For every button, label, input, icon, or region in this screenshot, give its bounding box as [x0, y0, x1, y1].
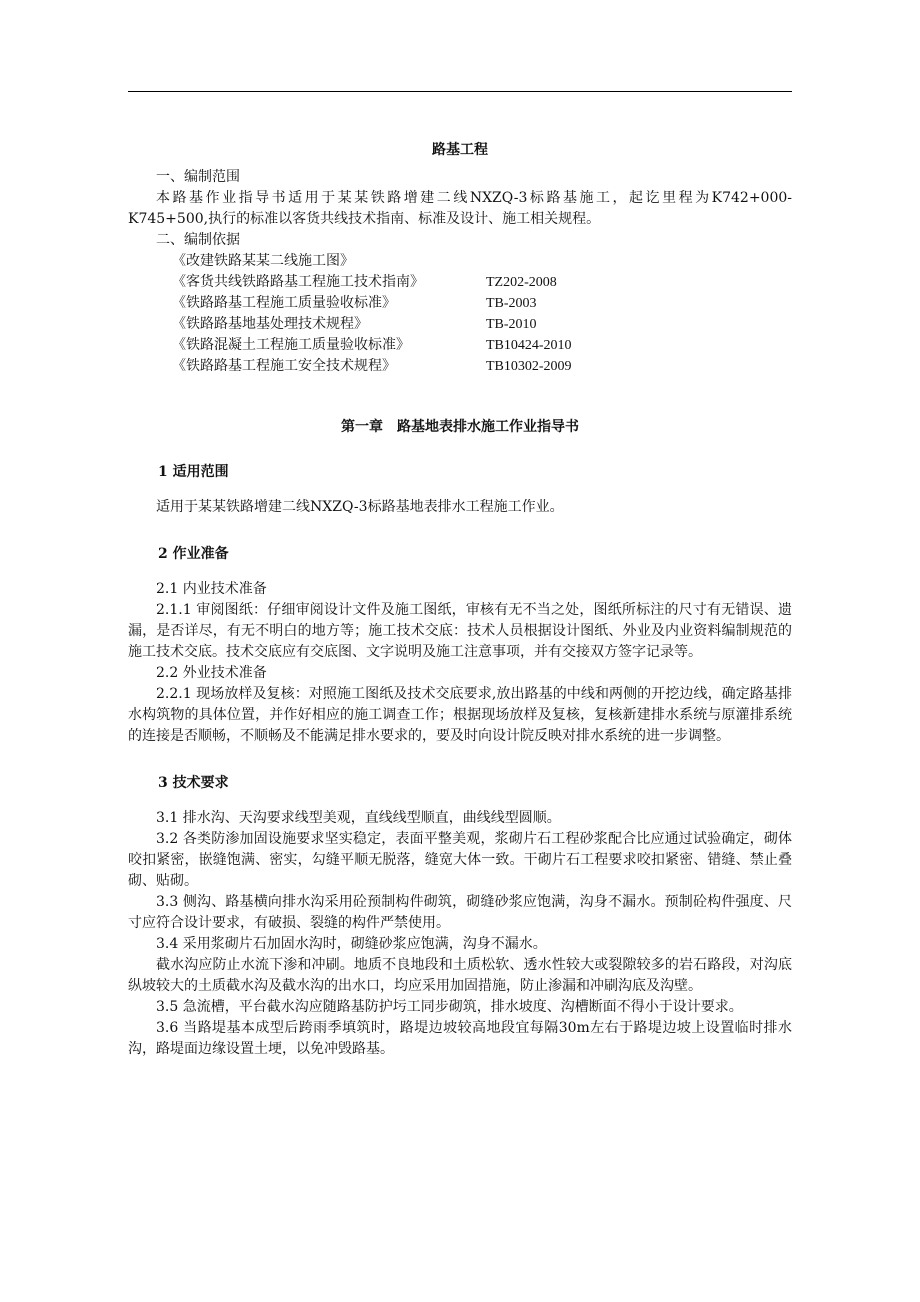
reference-code: TB10302-2009 — [486, 359, 572, 374]
section-paragraph: 2.1.1 审阅图纸：仔细审阅设计文件及施工图纸，审核有无不当之处，图纸所标注的尺寸有无错误、遗漏，是否详尽，有无不明白的地方等；施工技术交底：技术人员根据设计图纸、外业及内业资料编制规范的施工技术交底。技术交底应有交底图、文字说明及施工注意事项，并有交接双方签字记录等。 — [128, 602, 792, 660]
reference-item — [128, 314, 792, 335]
section-paragraph: 2.2.1 现场放样及复核：对照施工图纸及技术交底要求,放出路基的中线和两侧的开挖边线，确定路基排水构筑物的具体位置，并作好相应的施工调查工作；根据现场放样及复核，复核新建排水系统与原灌排系统的连接是否顺畅，不顺畅及不能满足排水要求的，要及时向设计院反映对排水系统的进一步调整。 — [128, 686, 792, 744]
reference-title: 《铁路混凝土工程施工质量验收标准》 — [172, 337, 410, 353]
reference-code: TB-2010 — [486, 317, 537, 332]
scope-heading: 一、编制范围 — [156, 169, 240, 185]
reference-title: 《客货共线铁路路基工程施工技术指南》 — [172, 274, 424, 290]
section-paragraph: 2.1 内业技术准备 — [156, 581, 267, 597]
section-heading-requirements: 3 技术要求 — [158, 775, 229, 791]
reference-title: 《改建铁路某某二线施工图》 — [172, 253, 354, 269]
basis-heading: 二、编制依据 — [156, 232, 240, 248]
reference-title: 《铁路路基工程施工质量验收标准》 — [172, 295, 396, 311]
section-paragraph: 3.2 各类防渗加固设施要求坚实稳定，表面平整美观，浆砌片石工程砂浆配合比应通过试验确定，砌体咬扣紧密，嵌缝饱满、密实，勾缝平顺无脱落，缝宽大体一致。干砌片石工程要求咬扣紧密、错缝、禁止叠砌、贴砌。 — [128, 831, 792, 889]
reference-item — [128, 335, 792, 356]
section-heading-scope: 1 适用范围 — [158, 464, 229, 480]
section-paragraph: 3.4 采用浆砌片石加固水沟时，砌缝砂浆应饱满，沟身不漏水。 — [156, 936, 547, 952]
reference-code: TB-2003 — [486, 296, 537, 311]
reference-item — [128, 293, 792, 314]
reference-list — [128, 251, 792, 377]
section-paragraph: 3.5 急流槽，平台截水沟应随路基防护圬工同步砌筑，排水坡度、沟槽断面不得小于设计要求。 — [156, 999, 743, 1015]
chapter-title: 第一章 路基地表排水施工作业指导书 — [341, 419, 579, 435]
reference-item — [128, 272, 792, 293]
reference-code: TZ202-2008 — [486, 275, 557, 290]
reference-title: 《铁路路基工程施工安全技术规程》 — [172, 358, 396, 374]
section-paragraph: 3.6 当路堤基本成型后跨雨季填筑时，路堤边坡较高地段宜每隔30m左右于路堤边坡上设置临时排水沟，路堤面边缘设置土埂，以免冲毁路基。 — [128, 1020, 792, 1057]
scope-paragraph: 本路基作业指导书适用于某某铁路增建二线NXZQ-3标路基施工，起讫里程为K742+000-K745+500,执行的标准以客货共线技术指南、标准及设计、施工相关规程。 — [128, 190, 792, 227]
reference-item — [128, 251, 792, 272]
document-body — [128, 140, 792, 1060]
section-paragraph: 2.2 外业技术准备 — [156, 665, 267, 681]
section-paragraph: 适用于某某铁路增建二线NXZQ-3标路基地表排水工程施工作业。 — [156, 499, 564, 515]
reference-item — [128, 356, 792, 377]
header-rule — [128, 91, 792, 92]
section-paragraph: 截水沟应防止水流下渗和冲刷。地质不良地段和土质松软、透水性较大或裂隙较多的岩石路段，对沟底纵坡较大的土质截水沟及截水沟的出水口，均应采用加固措施，防止渗漏和冲刷沟底及沟壁。 — [128, 957, 792, 994]
reference-title: 《铁路路基地基处理技术规程》 — [172, 316, 368, 332]
reference-code: TB10424-2010 — [486, 338, 572, 353]
document-title: 路基工程 — [432, 142, 488, 158]
section-paragraph: 3.1 排水沟、天沟要求线型美观，直线线型顺直，曲线线型圆顺。 — [156, 810, 561, 826]
section-paragraph: 3.3 侧沟、路基横向排水沟采用砼预制构件砌筑，砌缝砂浆应饱满，沟身不漏水。预制砼构件强度、尺寸应符合设计要求，有破损、裂缝的构件严禁使用。 — [128, 894, 792, 931]
section-heading-preparation: 2 作业准备 — [158, 546, 229, 562]
